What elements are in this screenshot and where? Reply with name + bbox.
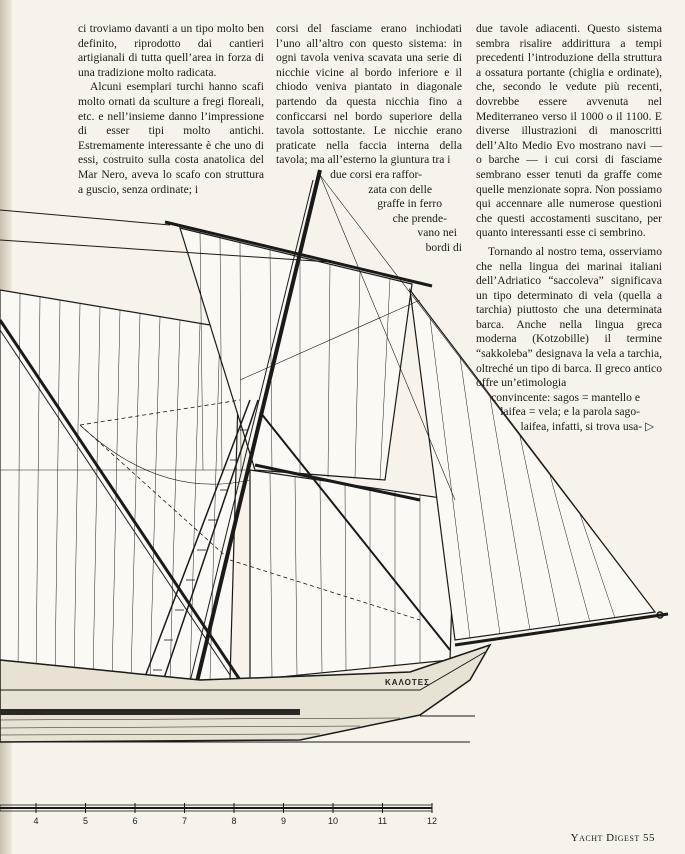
scale-tick-label: 10 bbox=[327, 816, 339, 826]
paragraph: corsi del fasciame erano inchiodati l’uno all’altro con questo sistema: in ogni tavola veniva scavata una serie di nicchie vicine al bordo inferiore e il chiodo veniva piantato in diagonale partendo da questa nicchia fino a conficcarsi nel bordo superiore della tavola sottostante. Le nicchie erano praticate nella faccia interna della tavola; ma all’esterno la giuntura tra i bbox=[276, 22, 462, 167]
paragraph: ci troviamo davanti a un tipo molto ben definito, riprodotto dai cantieri artigianali di tutta quell’area in forza di una tradizione molto radicata. bbox=[78, 22, 264, 79]
scale-tick-label: 11 bbox=[377, 816, 388, 826]
scale-tick-label: 12 bbox=[426, 816, 438, 826]
text-wrap-line: graffe in ferro bbox=[377, 197, 442, 211]
scale-bar bbox=[0, 805, 432, 811]
scale-tick-label: 9 bbox=[280, 816, 287, 826]
scale-tick-label: 5 bbox=[82, 816, 89, 826]
text-wrap-line: convincente: sagos = mantello e bbox=[491, 390, 640, 404]
paragraph: Alcuni esemplari turchi hanno scafi molto ornati da sculture a fregi floreali, etc. e nell’insieme danno l’impressione di esser tipi molto antichi. Estremamente interessante è che uno di essi, costruito sulla costa anatolica del Mar Nero, aveva lo scafo con struttura a guscio, senza ordinate; i bbox=[78, 80, 264, 196]
text-column-3 bbox=[476, 22, 662, 435]
text-wrap-line-text: laifea, infatti, si trova usa- bbox=[520, 420, 643, 434]
text-wrap-line: che prende- bbox=[392, 211, 447, 225]
text-wrap-line: due corsi era raffor- bbox=[330, 167, 422, 181]
page-number: 55 bbox=[643, 832, 655, 844]
text-wrap-line: bordi di bbox=[425, 240, 462, 254]
scale-tick-label: 8 bbox=[231, 816, 237, 826]
scale-tick-label: 7 bbox=[181, 816, 188, 826]
paragraph: Tornando al nostro tema, osserviamo che nella lingua dei marinai italiani dell’Adriatico “saccoleva” significava un tipo determinato di vela (quella a tarchia) piuttosto che una determinata barca. Anche nella lingua greca moderna (Kotzobille) il termine “sakkoleba” designava la vela a tarchia, oltreché un tipo di barca. Il greco antico offre un’etimologia bbox=[476, 244, 662, 390]
text-wrap-line bbox=[476, 420, 662, 435]
text-column-1 bbox=[78, 22, 264, 197]
text-column-2 bbox=[276, 22, 462, 256]
continue-arrow-icon: ▷ bbox=[645, 420, 654, 434]
text-wrap-line: laifea = vela; e la parola sago- bbox=[500, 405, 640, 419]
magazine-name: Yacht Digest bbox=[570, 832, 640, 844]
scale-tick-label: 6 bbox=[132, 816, 138, 826]
text-wrap-line: zata con delle bbox=[368, 182, 432, 196]
page-footer bbox=[571, 832, 655, 844]
paragraph: due tavole adiacenti. Questo sistema sembra risalire addirittura a tempi precedenti l’introduzione della struttura a ossatura portante (chiglia e ordinate), che, secondo le vedute più recenti, dovrebbe essere avvenuta nel Mediterraneo verso il 1000 o il 1100. E diverse illustrazioni di manoscritti dell’Alto Medio Evo mostrano navi — o barche — i cui corsi di fasciame sembrano esser tenuti da graffe come quelle menzionate sopra. Non possiamo qui accennare alle numerose questioni che questi accostamenti suscitano, per quanto interessanti esse ci sembrino. bbox=[476, 22, 662, 240]
scale-tick-label: 4 bbox=[33, 816, 39, 826]
text-wrap-line: vano nei bbox=[417, 226, 457, 240]
boat-name-label: ΚΑΛΟΤΕΣ bbox=[385, 678, 430, 687]
